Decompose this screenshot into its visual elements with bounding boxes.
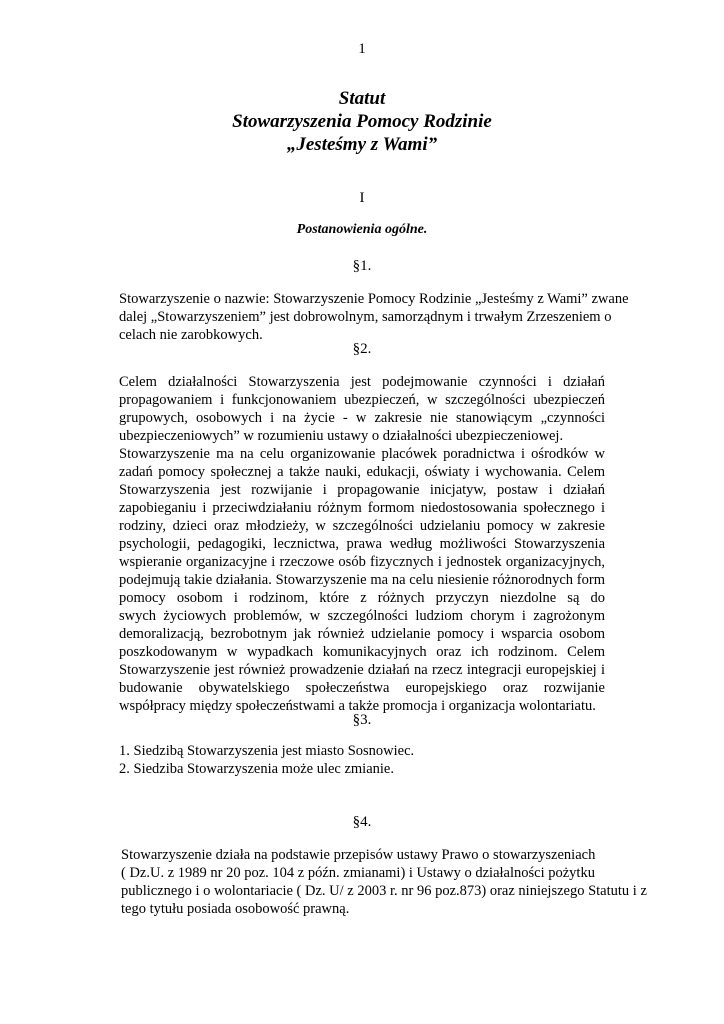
title-line-3: „Jesteśmy z Wami”	[286, 134, 438, 155]
paragraph-line: budowanie obywatelskiego społeczeństwa europejskiego oraz rozwijanie	[119, 680, 605, 696]
section-2-paragraph	[119, 373, 605, 715]
paragraph-line: tego tytułu posiada osobowość prawną.	[121, 901, 350, 917]
section-3-list	[119, 742, 605, 778]
chapter-title: Postanowienia ogólne.	[296, 222, 428, 237]
paragraph-line: zadań pomocy społecznej a także nauki, edukacji, oświaty i wychowania. Celem	[119, 464, 605, 480]
page-number: 1	[358, 41, 366, 57]
paragraph-line: Stowarzyszenie o nazwie: Stowarzyszenie Pomocy Rodzinie „Jesteśmy z Wami” zwane	[119, 291, 629, 307]
paragraph-line: pomocy osobom i rodzinom, które z różnych przyczyn niezdolne są do	[119, 590, 605, 606]
paragraph-line: Stowarzyszenie jest również prowadzenie działań na rzecz integracji europejskiej i	[119, 662, 605, 678]
section-4-paragraph	[121, 846, 647, 918]
list-item: 1. Siedzibą Stowarzyszenia jest miasto Sosnowiec.	[119, 743, 415, 759]
section-mark-1: §1.	[352, 258, 372, 274]
paragraph-line: ubezpieczeniowych” w rozumieniu ustawy o działalności ubezpieczeniowej.	[119, 428, 564, 444]
paragraph-line: zapobieganiu i przeciwdziałaniu różnym formom niedostosowania społecznego i	[119, 500, 605, 516]
list-item: 2. Siedziba Stowarzyszenia może ulec zmianie.	[119, 761, 394, 777]
paragraph-line: Stowarzyszenia jest rozwijanie i propagowanie inicjatyw, postaw i działań	[119, 482, 605, 498]
paragraph-line: rodziny, dzieci oraz młodzieży, w szczególności udzielaniu pomocy w zakresie	[119, 518, 605, 534]
paragraph-line: propagowaniem i funkcjonowaniem ubezpieczeń, w szczególności ubezpieczeń	[119, 392, 605, 408]
title-line-2: Stowarzyszenia Pomocy Rodzinie	[232, 111, 492, 132]
paragraph-line: dalej „Stowarzyszeniem” jest dobrowolnym, samorządnym i trwałym Zrzeszeniem o	[119, 309, 612, 325]
paragraph-line: podejmują takie działania. Stowarzyszenie ma na celu niesienie różnorodnych form	[119, 572, 605, 588]
paragraph-line: demoralizacją, bezrobotnym jak również udzielanie pomocy i wsparcia osobom	[119, 626, 605, 642]
paragraph-line: Celem działalności Stowarzyszenia jest podejmowanie czynności i działań	[119, 374, 605, 390]
paragraph-line: grupowych, osobowych i na życie - w zakresie nie stanowiącym „czynności	[119, 410, 605, 426]
paragraph-line: Stowarzyszenie działa na podstawie przepisów ustawy Prawo o stowarzyszeniach	[121, 847, 596, 863]
paragraph-line: publicznego i o wolontariacie ( Dz. U/ z 2003 r. nr 96 poz.873) oraz niniejszego Statutu i z	[121, 883, 647, 899]
paragraph-line: współpracy między społeczeństwami a także promocja i organizacja wolontariatu.	[119, 698, 596, 714]
section-1-paragraph	[119, 290, 629, 344]
chapter-number: I	[359, 190, 365, 206]
paragraph-line: Stowarzyszenie ma na celu organizowanie placówek poradnictwa i ośrodków w	[119, 446, 605, 462]
paragraph-line: swych życiowych problemów, w szczególności ludziom chorym i zagrożonym	[119, 608, 605, 624]
paragraph-line: celach nie zarobkowych.	[119, 327, 263, 343]
paragraph-line: wspieranie organizacyjne i rzeczowe osób fizycznych i jednostek organizacyjnych,	[119, 554, 605, 570]
paragraph-line: psychologii, pedagogiki, lecznictwa, prawa według możliwości Stowarzyszenia	[119, 536, 605, 552]
title-line-1: Statut	[338, 88, 386, 109]
section-mark-3: §3.	[352, 712, 372, 728]
paragraph-line: poszkodowanym w wypadkach komunikacyjnych oraz ich rodzinom. Celem	[119, 644, 605, 660]
paragraph-line: ( Dz.U. z 1989 nr 20 poz. 104 z późn. zmianami) i Ustawy o działalności pożytku	[121, 865, 595, 881]
section-mark-2: §2.	[352, 341, 372, 357]
section-mark-4: §4.	[352, 814, 372, 830]
